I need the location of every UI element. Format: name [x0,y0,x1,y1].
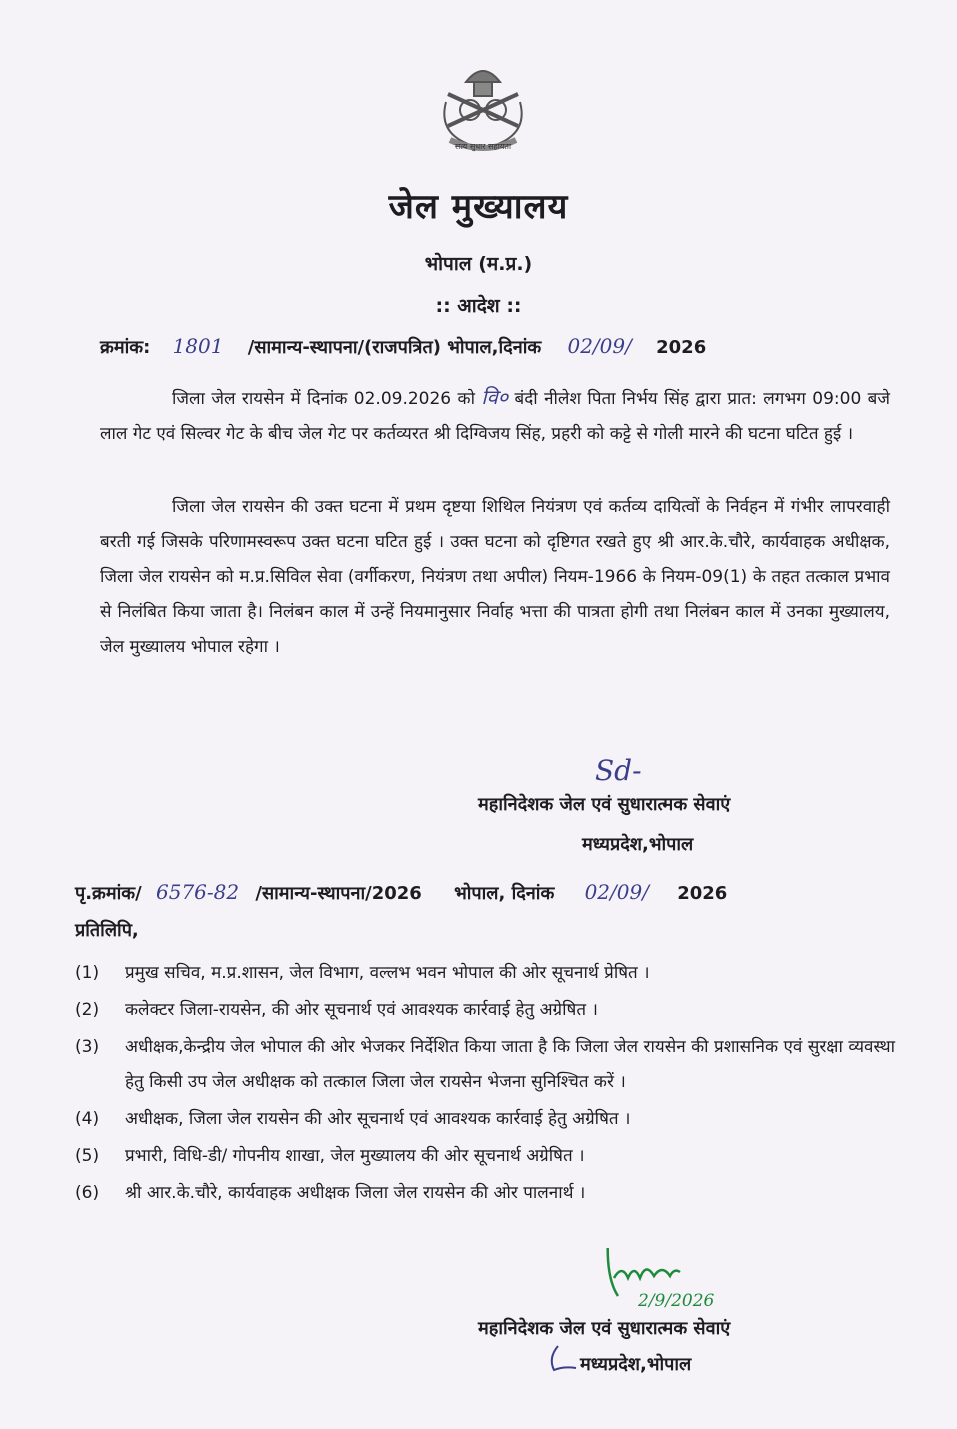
ref-middle: /सामान्य-स्थापना/(राजपत्रित) भोपाल,दिनांक [247,337,542,358]
sig1-place: मध्यप्रदेश,भोपाल [582,834,694,855]
initial-mark-icon [544,1344,580,1374]
p1-text-b: बंदी नीलेश पिता निर्भय सिंह द्वारा प्रात: लगभग 09:00 बजे लाल गेट एवं सिल्वर गेट के बीच जेल गेट पर कर्तव्यरत श्री दिग्विजय सिंह, प्रहरी को कट्टे से गोली मारने की घटना घटित हुई । [100,389,891,444]
ref2-middle: /सामान्य-स्थापना/2026 [255,883,422,904]
signature-block-2 [478,1248,898,1378]
list-item: (6) श्री आर.के.चौरे, कार्यवाहक अधीक्षक जिला जेल रायसेन की ओर पालनार्थ । [75,1183,586,1203]
sig2-designation: महानिदेशक जेल एवं सुधारात्मक सेवाएं [478,1318,731,1339]
list-item: (2) कलेक्टर जिला-रायसेन, की ओर सूचनार्थ एवं आवश्यक कार्रवाई हेतु अग्रेषित । [75,1000,598,1020]
ref-date: 02/09/ [567,334,632,358]
ref2-year: 2026 [677,883,728,904]
p1-text-a: जिला जेल रायसेन में दिनांक 02.09.2026 को [172,389,475,409]
order-heading: :: आदेश :: [435,295,522,317]
reference-line-2 [75,880,895,905]
reference-line [100,334,880,359]
emblem-motto: सत्य सुधार सहायता [454,142,512,151]
ref2-label: पृ.क्रमांक/ [75,883,142,904]
location-heading: भोपाल (म.प्र.) [424,253,533,275]
ref2-number: 6576-82 [156,880,240,904]
copy-list [75,956,895,1213]
ref-number: 1801 [172,334,224,358]
paragraph-1 [100,380,890,452]
copy-label: प्रतिलिपि, [75,920,139,941]
ref2-place-date: भोपाल, दिनांक [454,883,555,904]
sig1-designation: महानिदेशक जेल एवं सुधारात्मक सेवाएं [478,794,731,815]
list-item: (3) अधीक्षक,केन्द्रीय जेल भोपाल की ओर भेजकर निर्देशित किया जाता है कि जिला जेल रायसेन की प्रशासनिक एवं सुरक्षा व्यवस्था हेतु किसी उप जेल अधीक्षक को तत्काल जिला जेल रायसेन भेजना सुनिश्चित करें । [75,1037,895,1092]
paragraph-2 [100,490,890,665]
sig2-place: मध्यप्रदेश,भोपाल [580,1354,692,1375]
sig2-date: 2/9/2026 [638,1291,715,1311]
ref-year: 2026 [656,337,707,358]
sd-mark: Sd- [595,754,642,787]
list-item: (1) प्रमुख सचिव, म.प्र.शासन, जेल विभाग, वल्लभ भवन भोपाल की ओर सूचनार्थ प्रेषित । [75,963,650,983]
page-title: जेल मुख्यालय [388,187,569,227]
p1-handwritten: वि० [481,385,509,409]
p2-text: जिला जेल रायसेन की उक्त घटना में प्रथम दृष्टया शिथिल नियंत्रण एवं कर्तव्य दायित्वों के निर्वहन में गंभीर लापरवाही बरती गई जिसके परिणामस्वरूप उक्त घटना घटित हुई । उक्त घटना को दृष्टिगत रखते हुए श्री आर.के.चौरे, कार्यवाहक अधीक्षक, जिला जेल रायसेन को म.प्र.सिविल सेवा (वर्गीकरण, नियंत्रण तथा अपील) नियम-1966 के नियम-09(1) के तहत तत्काल प्रभाव से निलंबित किया जाता है। निलंबन काल में उन्हें नियमानुसार निर्वाह भत्ता की पात्रता होगी तथा निलंबन काल में उनका मुख्यालय, जेल मुख्यालय भोपाल रहेगा । [100,497,890,657]
ref-label: क्रमांक: [100,337,151,358]
ref2-date: 02/09/ [584,880,649,904]
emblem-icon [428,52,538,162]
list-item: (4) अधीक्षक, जिला जेल रायसेन की ओर सूचनार्थ एवं आवश्यक कार्रवाई हेतु अग्रेषित । [75,1109,631,1129]
list-item: (5) प्रभारी, विधि-डी/ गोपनीय शाखा, जेल मुख्यालय की ओर सूचनार्थ अग्रेषित । [75,1146,585,1166]
